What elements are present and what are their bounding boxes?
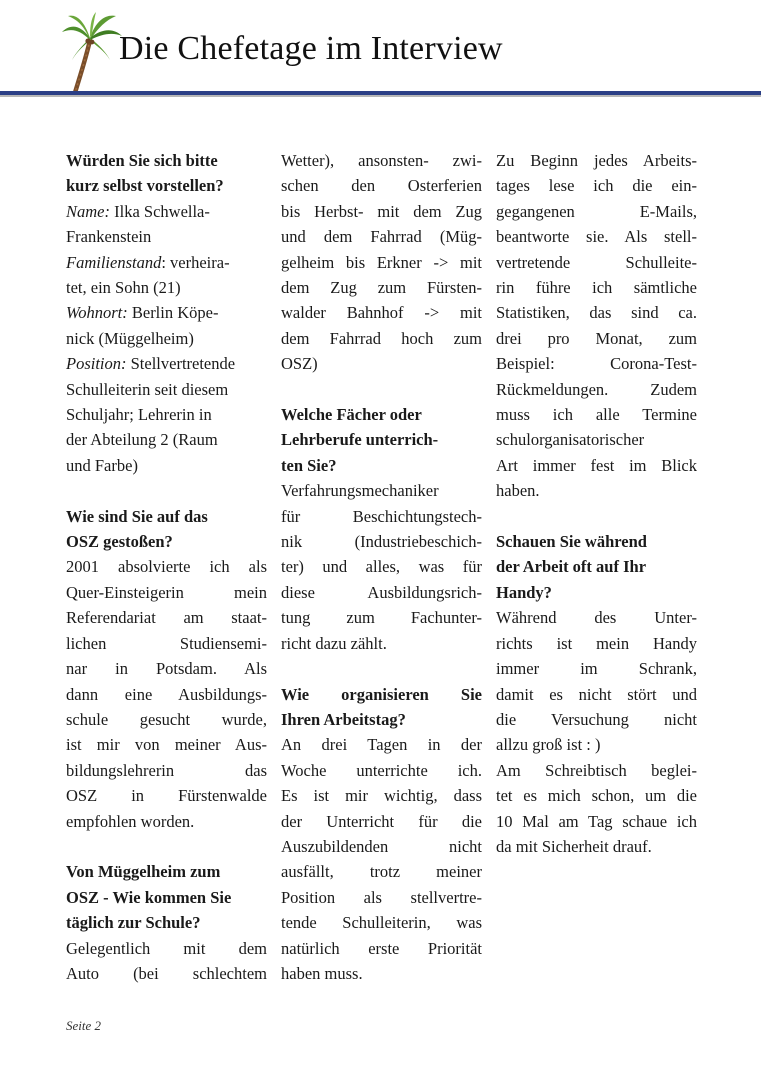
answer-line: nar in Potsdam. Als [66,659,267,679]
profile-value: : verheira- [161,252,230,272]
answer-line: diese Ausbildungsrich- [281,582,482,602]
answer-line: der Unterricht für die [281,811,482,831]
answer-line: walder Bahnhof -> mit [281,303,482,323]
answer-line: muss ich alle Termine [496,405,697,425]
answer-line: empfohlen worden. [66,811,195,831]
profile-value: Ilka Schwella- [110,201,210,221]
profile-value: nick (Müggelheim) [66,328,194,348]
profile-value: und Farbe) [66,455,138,475]
answer-line: 10 Mal am Tag schaue ich [496,811,697,831]
answer-line: natürlich erste Priorität [281,938,482,958]
answer-line: da mit Sicherheit drauf. [496,836,652,856]
question-subjects [281,402,482,478]
answer-line: Es ist mir wichtig, dass [281,786,482,806]
profile-label: Familienstand [66,252,162,272]
profile-value: Schuljahr; Lehrerin in [66,405,212,425]
column-2 [281,148,482,986]
answer-line: Quer-Einsteigerin mein [66,582,267,602]
answer-line: An drei Tagen in der [281,735,482,755]
question-line: der Arbeit oft auf Ihr [496,557,647,577]
question-commute [66,859,267,935]
question-line: Würden Sie sich bitte [66,151,218,170]
header-rule-grey [0,95,761,97]
answer-osz [66,554,267,833]
answer-line: schen den Osterferien [281,176,482,196]
answer-line: lichen Studiensemi- [66,633,267,653]
question-line: Handy? [496,582,552,602]
answer-line: Zu Beginn jedes Arbeits- [496,151,697,170]
answer-line: OSZ) [281,354,318,374]
page-header [0,0,761,100]
answer-line: Auszubildenden nicht [281,836,482,856]
answer-line: rin führe ich sämtliche [496,278,697,298]
question-line: Welche Fächer oder [281,405,422,425]
answer-line: dann eine Ausbildungs- [66,684,267,704]
answer-line: Woche unterrichte ich. [281,760,482,780]
profile-value: der Abteilung 2 (Raum [66,430,218,450]
answer-line: ter) und alles, was für [281,557,482,577]
answer-line: Statistiken, das sind ca. [496,303,697,323]
answer-line: nik (Industriebeschich- [281,532,482,552]
answer-line: 2001 absolvierte ich als [66,557,267,577]
question-line: ten Sie? [281,455,337,475]
answer-line: damit es nicht stört und [496,684,697,704]
profile-value: Schulleiterin seit diesem [66,379,229,399]
column-1 [66,148,267,986]
answer-line: Position als stellvertre- [281,887,482,907]
page-title: Die Chefetage im Interview [119,30,503,67]
profile-label: Name: [66,201,110,221]
answer-line: haben. [496,481,540,501]
answer-handy [496,605,697,859]
answer-line: Verfahrungsmechaniker [281,481,439,501]
answer-line: und dem Fahrrad (Müg- [281,227,482,247]
answer-line: dem Fahrrad hoch zum [281,328,482,348]
answer-commute [66,936,267,987]
question-line: Von Müggelheim zum [66,862,221,882]
question-line: täglich zur Schule? [66,913,201,933]
profile-value: tet, ein Sohn (21) [66,278,181,298]
answer-line: Gelegentlich mit dem [66,938,267,958]
profile-value: Stellvertretende [126,354,236,374]
answer-line: gelheim bis Erkner -> mit [281,252,482,272]
answer-line: Beispiel: Corona-Test- [496,354,697,374]
answer-line: vertretende Schulleite- [496,252,697,272]
answer-line: schulorganisatorischer [496,430,645,450]
question-workday [281,682,482,733]
profile-value: Berlin Köpe- [127,303,219,323]
answer-line: ist mir von meiner Aus- [66,735,267,755]
profile-block [66,199,267,478]
answer-line: ausfällt, trotz meiner [281,862,482,882]
answer-line: Auto (bei schlechtem [66,963,267,983]
answer-line: Referendariat am staat- [66,608,267,628]
answer-line: Rückmeldungen. Zudem [496,379,697,399]
question-intro [66,148,267,199]
answer-line: beantworte sie. Als stell- [496,227,697,247]
answer-line: tung zum Fachunter- [281,608,482,628]
question-osz [66,504,267,555]
answer-line: richts ist mein Handy [496,633,697,653]
question-line: OSZ gestoßen? [66,532,173,552]
answer-line: immer im Schrank, [496,659,697,679]
answer-line: tende Schulleiterin, was [281,913,482,933]
page-number: Seite 2 [66,1018,102,1033]
profile-label: Wohnort: [66,303,128,323]
answer-line: bis Herbst- mit dem Zug [281,201,482,221]
answer-line: tages lese ich die ein- [496,176,697,196]
palm-tree-icon [60,10,122,96]
answer-line: dem Zug zum Fürsten- [281,278,482,298]
question-line: Lehrberufe unterrich- [281,430,439,450]
answer-line: für Beschichtungstech- [281,506,482,526]
answer-workday [281,732,482,986]
answer-line: Art immer fest im Blick [496,455,697,475]
column-3 [496,148,697,859]
answer-line: bildungslehrerin das [66,760,267,780]
answer-line: richt dazu zählt. [281,633,387,653]
question-line: Schauen Sie während [496,532,647,552]
question-line: Ihren Arbeitstag? [281,709,406,729]
answer-line: Am Schreibtisch beglei- [496,760,697,780]
answer-line: OSZ in Fürstenwalde [66,786,267,806]
answer-line: tet es mich schon, um die [496,786,697,806]
profile-value: Frankenstein [66,227,152,247]
answer-line: gegangenen E-Mails, [496,201,697,221]
answer-line: Während des Unter- [496,608,697,628]
question-handy [496,529,697,605]
question-line: kurz selbst vorstellen? [66,176,224,196]
question-line: OSZ - Wie kommen Sie [66,887,232,907]
question-line: Wie organisieren Sie [281,684,482,704]
answer-line: Wetter), ansonsten- zwi- [281,151,482,170]
answer-line: haben muss. [281,963,363,983]
answer-commute-cont [281,148,482,377]
answer-line: drei pro Monat, zum [496,328,697,348]
profile-label: Position: [66,354,127,374]
answer-subjects [281,478,482,656]
answer-line: allzu groß ist : ) [496,735,601,755]
question-line: Wie sind Sie auf das [66,506,208,526]
answer-workday-cont [496,148,697,504]
answer-line: die Versuchung nicht [496,709,697,729]
answer-line: schule gesucht wurde, [66,709,267,729]
